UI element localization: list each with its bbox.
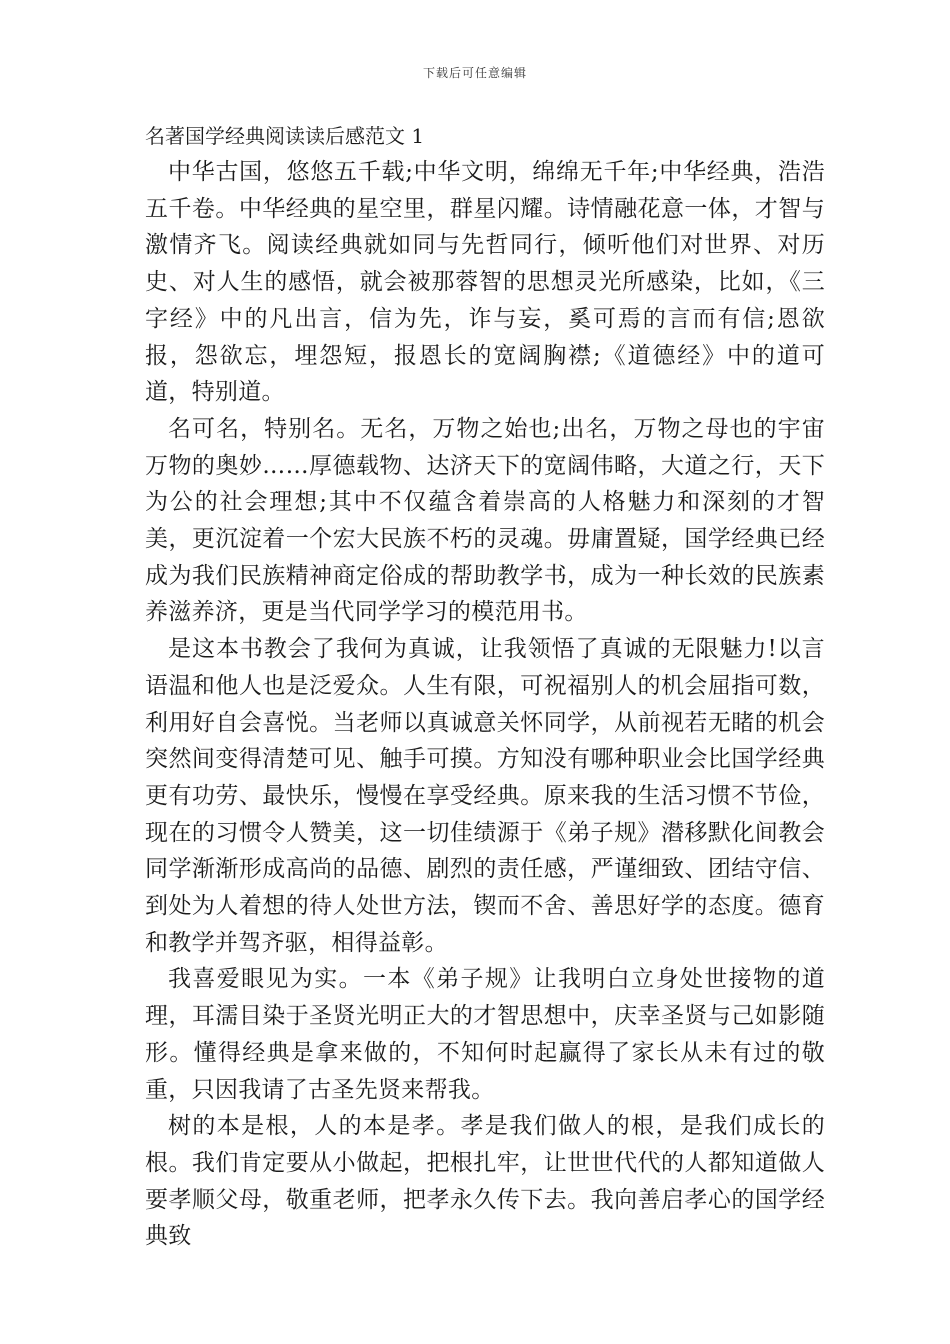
document-title: 名著国学经典阅读读后感范文 1 <box>145 124 425 148</box>
paragraph: 是这本书教会了我何为真诚，让我领悟了真诚的无限魅力!以言语温和他人也是泛爱众。人生有限，可祝福别人的机会屈指可数，利用好自会喜悦。当老师以真诚意关怀同学，从前视若无睹的机会突然间变得清楚可见、触手可摸。方知没有哪种职业会比国学经典更有功劳、最快乐，慢慢在享受经典。原来我的生活习惯不节俭，现在的习惯令人赞美，这一切佳绩源于《弟子规》潜移默化间教会同学渐渐形成高尚的品德、剧烈的责任感，严谨细致、团结守信、到处为人着想的待人处世方法，锲而不舍、善思好学的态度。德育和教学并驾齐驱，相得益彰。 <box>145 636 825 956</box>
document-body <box>145 154 825 1255</box>
paragraph: 名可名，特别名。无名，万物之始也;出名，万物之母也的宇宙万物的奥妙……厚德载物、达济天下的宽阔伟略，大道之行，天下为公的社会理想;其中不仅蕴含着崇高的人格魅力和深刻的才智美，更沉淀着一个宏大民族不朽的灵魂。毋庸置疑，国学经典已经成为我们民族精神商定俗成的帮助教学书，成为一种长效的民族素养滋养济，更是当代同学学习的模范用书。 <box>145 415 825 626</box>
paragraph: 树的本是根，人的本是孝。孝是我们做人的根，是我们成长的根。我们肯定要从小做起，把根扎牢，让世世代代的人都知道做人要孝顺父母，敬重老师，把孝永久传下去。我向善启孝心的国学经典致 <box>145 1113 825 1250</box>
paragraph: 中华古国，悠悠五千载;中华文明，绵绵无千年;中华经典，浩浩五千卷。中华经典的星空里，群星闪耀。诗情融花意一体，才智与激情齐飞。阅读经典就如同与先哲同行，倾听他们对世界、对历史、对人生的感悟，就会被那蓉智的思想灵光所感染，比如，《三字经》中的凡出言，信为先，诈与妄，奚可焉的言而有信;恩欲报，怨欲忘，埋怨短，报恩长的宽阔胸襟;《道德经》中的道可道，特别道。 <box>145 159 825 406</box>
paragraph: 我喜爱眼见为实。一本《弟子规》让我明白立身处世接物的道理，耳濡目染于圣贤光明正大的才智思想中，庆幸圣贤与己如影随形。懂得经典是拿来做的，不知何时起赢得了家长从未有过的敬重，只因我请了古圣先贤来帮我。 <box>145 966 825 1103</box>
header-note: 下载后可任意编辑 <box>422 66 527 80</box>
